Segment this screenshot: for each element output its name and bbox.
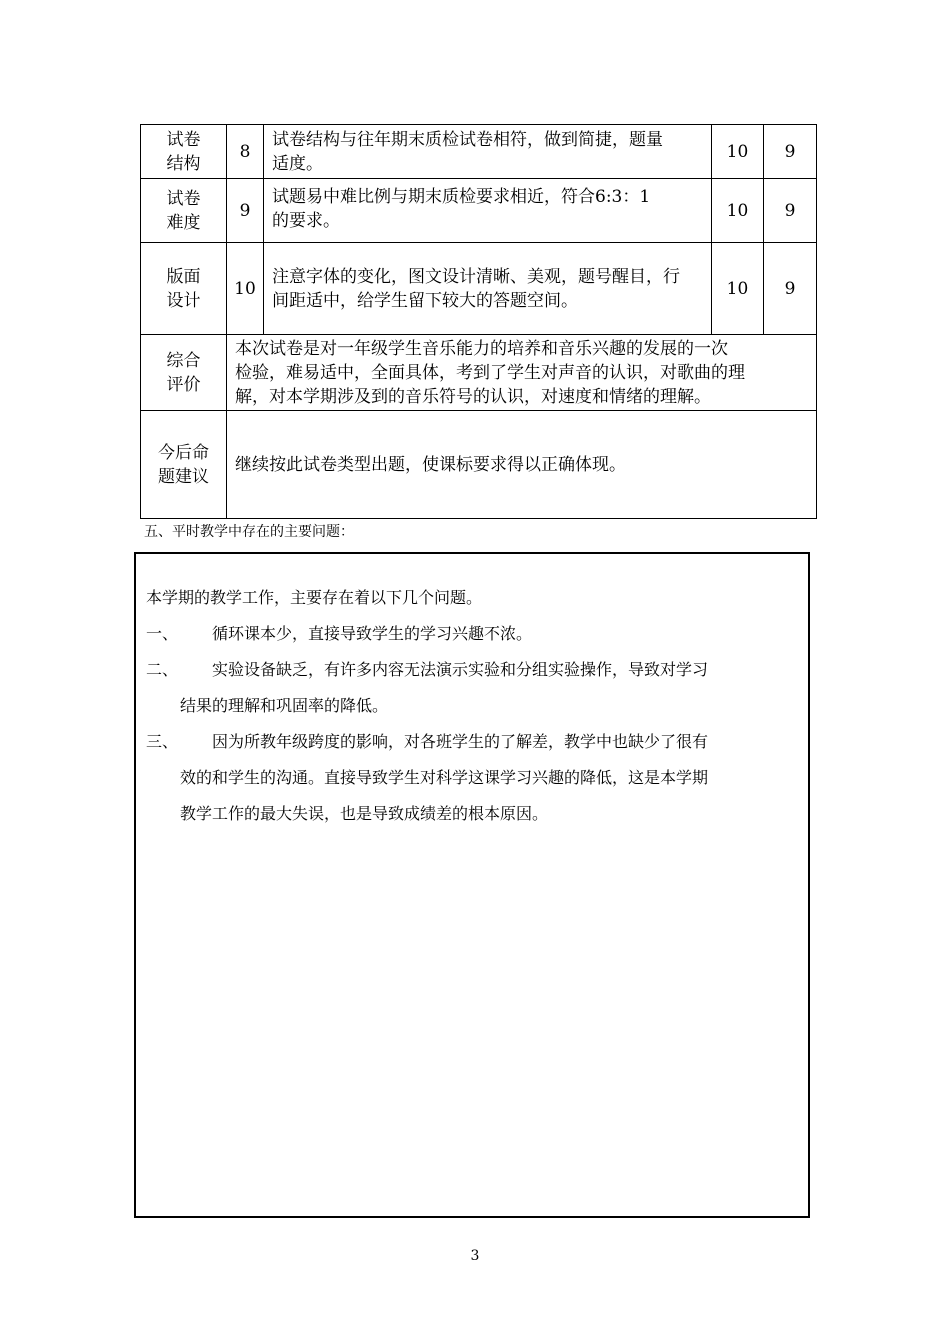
section-title: 五、平时教学中存在的主要问题： — [144, 524, 354, 540]
item-marker: 二、 — [146, 660, 179, 679]
suggestion-row — [141, 411, 817, 519]
summary-text: 本次试卷是对一年级学生音乐能力的培养和音乐兴趣的发展的一次 检验，难易适中，全面具体，考到了学生对声音的认识，对歌曲的理 解，对本学期涉及到的音乐符号的认识，对速度和情绪的理解。 — [227, 335, 817, 411]
summary-label: 综合 评价 — [141, 335, 227, 411]
row-full-score: 10 — [712, 243, 764, 335]
intro-text: 本学期的教学工作，主要存在着以下几个问题。 — [146, 588, 483, 607]
item-line: 循环课本少，直接导致学生的学习兴趣不浓。 — [212, 624, 533, 643]
suggestion-label: 今后命 题建议 — [141, 411, 227, 519]
item-marker: 三、 — [146, 732, 179, 751]
evaluation-table — [140, 124, 817, 519]
row-number: 9 — [227, 179, 264, 243]
row-description: 试题易中难比例与期末质检要求相近，符合6:3：1 的要求。 — [264, 179, 712, 243]
suggestion-text: 继续按此试卷类型出题，使课标要求得以正确体现。 — [227, 411, 817, 519]
row-score: 9 — [764, 125, 817, 179]
item-marker: 一、 — [146, 624, 179, 643]
row-number: 8 — [227, 125, 264, 179]
table-row — [141, 179, 817, 243]
item-line: 实验设备缺乏，有许多内容无法演示实验和分组实验操作，导致对学习 — [212, 660, 709, 679]
item-line: 教学工作的最大失误，也是导致成绩差的根本原因。 — [180, 804, 549, 823]
problems-box — [134, 552, 810, 1218]
item-line: 效的和学生的沟通。直接导致学生对科学这课学习兴趣的降低，这是本学期 — [180, 768, 709, 787]
row-score: 9 — [764, 179, 817, 243]
row-label: 版面 设计 — [141, 243, 227, 335]
table-row — [141, 125, 817, 179]
row-label: 试卷 难度 — [141, 179, 227, 243]
item-line: 因为所教年级跨度的影响，对各班学生的了解差，教学中也缺少了很有 — [212, 732, 709, 751]
item-line: 结果的理解和巩固率的降低。 — [180, 696, 389, 715]
row-label: 试卷 结构 — [141, 125, 227, 179]
row-description: 注意字体的变化，图文设计清晰、美观，题号醒目，行 间距适中，给学生留下较大的答题空间。 — [264, 243, 712, 335]
row-score: 9 — [764, 243, 817, 335]
row-full-score: 10 — [712, 125, 764, 179]
summary-row — [141, 335, 817, 411]
table-row — [141, 243, 817, 335]
row-number: 10 — [227, 243, 264, 335]
row-full-score: 10 — [712, 179, 764, 243]
row-description: 试卷结构与往年期末质检试卷相符，做到简捷，题量 适度。 — [264, 125, 712, 179]
page-number: 3 — [470, 1248, 480, 1264]
